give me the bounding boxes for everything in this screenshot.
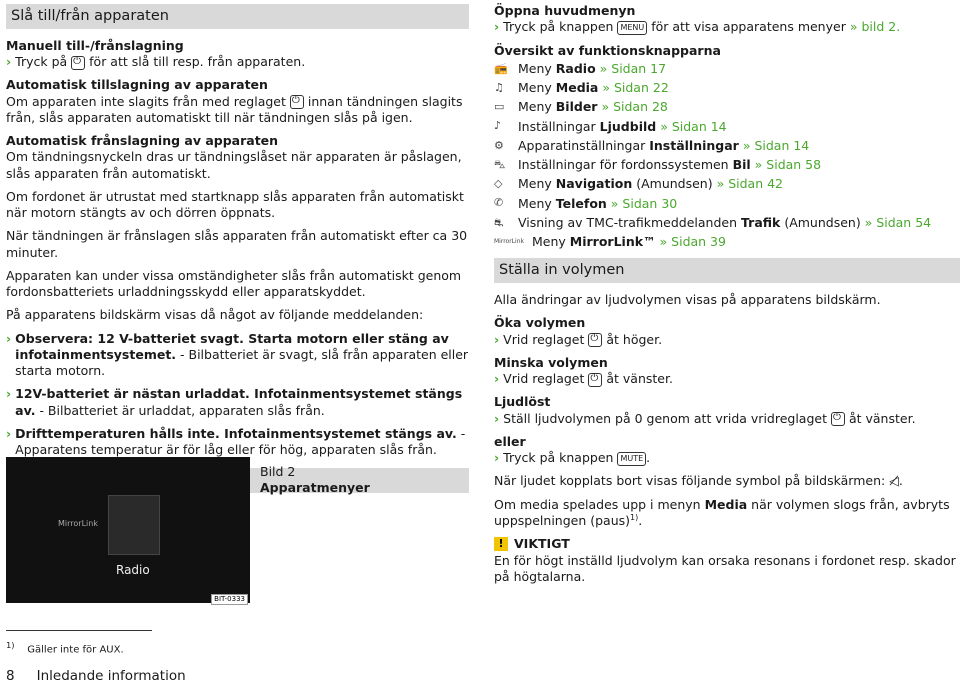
overview-bold: MirrorLink™ [569, 234, 656, 249]
volume-knob-icon [588, 333, 602, 347]
mute2-b: . [646, 450, 651, 466]
para-protection: Apparaten kan under vissa omständigheter slås från automatiskt genom fordonsbatteriets urladdningsskydd eller apparatskyddet. [6, 267, 462, 300]
overview-item [494, 234, 960, 250]
para-startbutton: Om fordonet är utrustat med startknapp slås apparaten från automatiskt när motorn stängts av och dörren öppnats. [6, 188, 464, 221]
open-ref: » bild 2. [849, 19, 901, 35]
overview-list [494, 61, 960, 251]
overview-item [494, 215, 960, 231]
mute-key-icon: MUTE [617, 452, 646, 466]
overview-item [494, 157, 960, 173]
overview-bold: Navigation [555, 176, 633, 192]
navigation-icon: ◇ [494, 177, 503, 191]
overview-pre: Meny [518, 60, 556, 76]
traffic-icon: ⛐ [494, 215, 504, 229]
overview-ref: » Sidan 14 [656, 118, 727, 134]
open-step-a: Tryck på knappen [503, 19, 614, 35]
overview-item [494, 176, 960, 192]
auto-on-title: Automatisk tillslagning av apparaten [6, 77, 268, 93]
arrow-icon: › [494, 371, 500, 387]
message-item [6, 331, 469, 380]
section-name: Inledande information [36, 668, 186, 684]
media-b: Media [704, 496, 748, 512]
overview-bold: Bilder [555, 99, 598, 115]
message-rest: - Apparatens temperatur är för låg eller för hög, apparaten slås från. [15, 425, 466, 458]
arrow-icon: › [6, 425, 12, 441]
overview-post: (Amundsen) [780, 214, 861, 230]
overview-pre: Meny [518, 176, 556, 192]
warning-title [494, 536, 960, 552]
arrow-icon: › [494, 331, 500, 347]
mute2-a: Tryck på knappen [503, 450, 614, 466]
overview-title: Översikt av funktionsknapparna [494, 42, 721, 58]
figure-code: BIT-0333 [211, 594, 248, 605]
phone-icon: ✆ [494, 196, 504, 210]
media-pause-text [494, 497, 960, 530]
mute2-step [494, 450, 960, 466]
overview-bold: Radio [555, 60, 596, 76]
message-bold: 12V-batteriet är nästan urladdat. Infotainmentsystemet stängs av. [15, 386, 463, 418]
overview-item [494, 80, 960, 96]
arrow-icon: › [6, 54, 12, 70]
overview-item [494, 138, 960, 154]
page-footer [6, 668, 186, 686]
or-label: eller [494, 433, 526, 449]
radio-tile [108, 495, 160, 555]
overview-ref: » Sidan 28 [597, 99, 668, 115]
radio-icon: 📻 [494, 61, 508, 75]
dec-b: åt vänster. [606, 371, 673, 387]
para-30min: När tändningen är frånslagen slås apparaten från automatiskt efter ca 30 minuter. [6, 228, 468, 260]
settings-icon: ⚙ [494, 138, 504, 152]
manual-step-a: Tryck på [15, 54, 68, 70]
overview-ref: » Sidan 58 [750, 157, 822, 172]
dec-step [494, 371, 960, 387]
arrow-icon: › [6, 386, 12, 402]
heading-power: Slå till/från apparaten [6, 4, 469, 29]
overview-item [494, 196, 960, 212]
media-c: när volymen slogs från, avbryts uppspelningen (paus) [494, 496, 950, 528]
inc-a: Vrid reglaget [503, 331, 585, 347]
right-column [494, 0, 960, 592]
menu-key-icon: MENU [617, 21, 647, 35]
auto-on-b: innan tändningen slagits från, slås apparaten automatiskt till när tändningen slås på igen. [6, 93, 463, 125]
overview-bold: Telefon [555, 195, 607, 211]
message-item [6, 426, 469, 459]
media-a: Om media spelades upp i menyn [494, 496, 705, 512]
warning-text: En för högt inställd ljudvolym kan orsaka resonans i fordonet resp. skador på högtalarna. [494, 552, 956, 584]
power-knob-icon [290, 95, 304, 109]
overview-bold: Bil [732, 157, 751, 172]
arrow-icon: › [494, 410, 500, 426]
mute-symbol-text: När ljudet kopplats bort visas följande symbol på bildskärmen: ◁̸. [494, 473, 903, 489]
overview-pre: Inställningar [518, 118, 600, 134]
overview-bold: Inställningar [649, 137, 739, 153]
warning-icon: ! [494, 537, 508, 551]
overview-ref: » Sidan 14 [738, 137, 810, 153]
auto-off-text: Om tändningsnyckeln dras ur tändningslåset när apparaten är påslagen, slås apparaten från automatiskt. [6, 149, 462, 181]
power-knob-icon [71, 56, 85, 70]
manual-title: Manuell till-/frånslagning [6, 37, 184, 53]
footnote-divider [6, 630, 152, 631]
overview-pre: Meny [518, 99, 556, 115]
media-d: . [638, 513, 643, 528]
overview-ref: » Sidan 39 [655, 234, 726, 249]
message-list [6, 331, 469, 459]
arrow-icon: › [494, 19, 500, 35]
overview-ref: » Sidan 42 [712, 176, 784, 192]
media-icon: ♫ [494, 80, 504, 94]
overview-post: (Amundsen) [632, 176, 713, 192]
overview-item [494, 61, 960, 77]
mirrorlink-icon: MirrorLink [494, 238, 524, 246]
message-rest: - Bilbatteriet är urladdat, apparaten slås från. [35, 402, 325, 418]
volume-intro: Alla ändringar av ljudvolymen visas på apparatens bildskärm. [494, 292, 881, 308]
volume-knob-icon [588, 373, 602, 387]
overview-item [494, 119, 960, 135]
mute-b: åt vänster. [848, 410, 916, 426]
warning-label: VIKTIGT [514, 536, 570, 552]
message-item [6, 386, 469, 419]
overview-pre: Meny [518, 80, 556, 95]
manual-step [6, 54, 469, 70]
open-title: Öppna huvudmenyn [494, 3, 636, 18]
open-step [494, 19, 960, 35]
footnote [6, 640, 124, 656]
dec-a: Vrid reglaget [503, 371, 585, 387]
overview-bold: Media [555, 80, 599, 95]
overview-ref: » Sidan 17 [595, 60, 667, 76]
overview-pre: Meny [532, 234, 570, 249]
inc-b: åt höger. [606, 331, 663, 347]
overview-ref: » Sidan 22 [598, 80, 669, 95]
car-icon: ⛍ [494, 157, 506, 171]
volume-knob-icon [831, 412, 845, 426]
overview-bold: Trafik [741, 214, 781, 230]
page-number: 8 [6, 668, 15, 684]
figure-mirrorlink-label: MirrorLink [58, 519, 98, 528]
overview-pre: Meny [518, 195, 556, 211]
device-menu-figure [6, 457, 250, 603]
open-step-b: för att visa apparatens menyer [651, 19, 846, 35]
overview-item [494, 99, 960, 115]
heading-volume: Ställa in volymen [494, 258, 960, 283]
mute-a: Ställ ljudvolymen på 0 genom att vrida vridreglaget [503, 410, 827, 426]
arrow-icon: › [494, 450, 500, 466]
auto-on-text [6, 94, 469, 127]
auto-off-title: Automatisk frånslagning av apparaten [6, 133, 279, 149]
footnote-number: 1) [6, 640, 15, 650]
left-column [6, 0, 469, 502]
manual-step-b: för att slå till resp. från apparaten. [89, 54, 306, 70]
sound-icon: ♪ [494, 119, 502, 133]
figure-radio-label: Radio [116, 563, 150, 577]
overview-pre: Apparatinställningar [518, 137, 650, 153]
caption-title: Apparatmenyer [260, 480, 370, 496]
overview-bold: Ljudbild [599, 118, 657, 134]
message-rest: - Bilbatteriet är svagt, slå från apparaten eller starta motorn. [15, 346, 469, 379]
inc-step [494, 332, 960, 348]
footnote-text: Gäller inte för AUX. [27, 644, 124, 656]
overview-pre: Inställningar för fordonssystemen [518, 157, 733, 172]
dec-title: Minska volymen [494, 354, 608, 370]
para-messages: På apparatens bildskärm visas då något av följande meddelanden: [6, 307, 424, 323]
auto-on-a: Om apparaten inte slagits från med reglaget [6, 93, 286, 109]
overview-ref: » Sidan 54 [860, 214, 932, 230]
mute-step [494, 411, 960, 427]
arrow-icon: › [6, 330, 12, 346]
overview-pre: Visning av TMC-trafikmeddelanden [518, 214, 741, 230]
message-bold: Drifttemperaturen hålls inte. Infotainmentsystemet stängs av. [15, 425, 457, 441]
inc-title: Öka volymen [494, 315, 586, 331]
message-bold: Observera: 12 V-batteriet svagt. Starta motorn eller stäng av infotainmentsystemet. [15, 330, 449, 362]
footnote-ref: 1) [630, 512, 639, 522]
pictures-icon: ▭ [494, 100, 505, 114]
overview-ref: » Sidan 30 [606, 195, 678, 211]
caption-number: Bild 2 [260, 464, 296, 479]
figure-caption [260, 464, 370, 497]
mute-title: Ljudlöst [494, 394, 551, 410]
